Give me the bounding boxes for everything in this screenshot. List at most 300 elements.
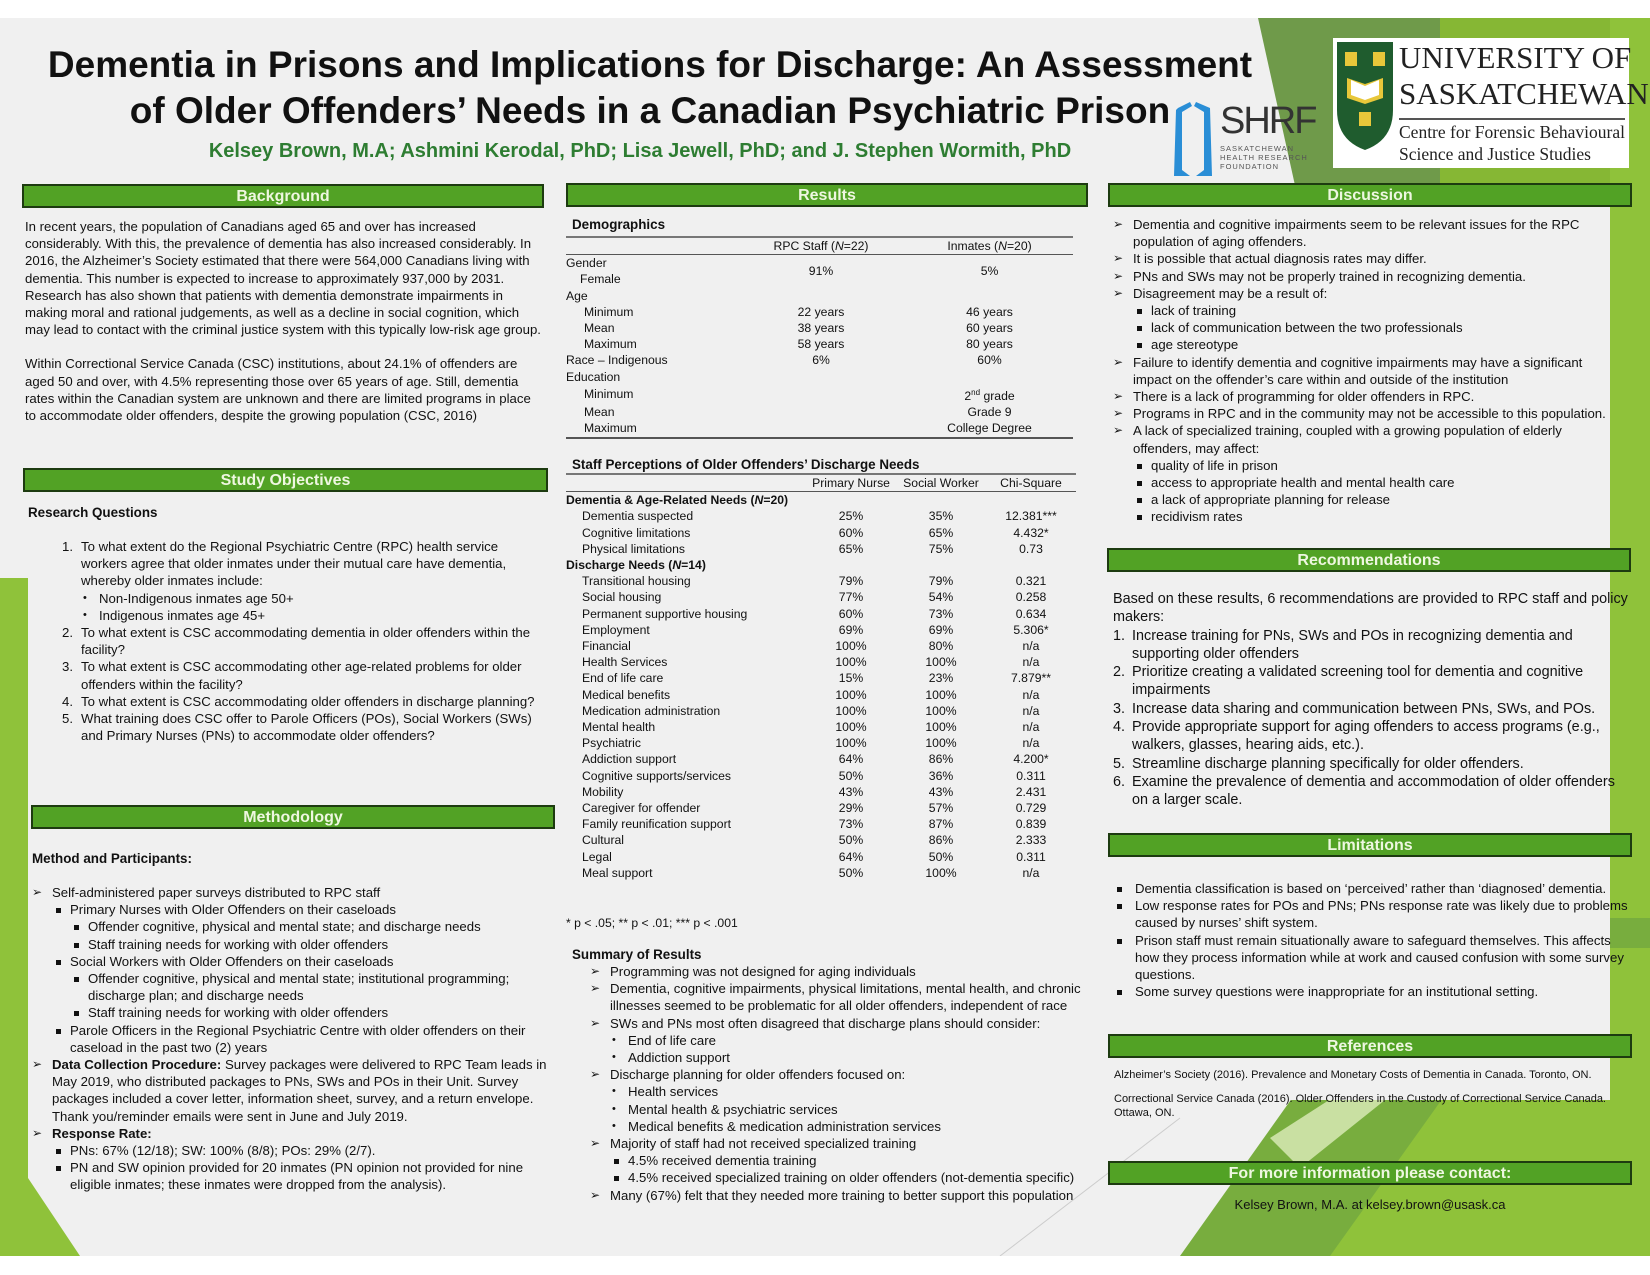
- research-question: [62, 710, 542, 744]
- discussion-heading: Discussion: [1108, 183, 1632, 207]
- recommendation-item: [1113, 700, 1628, 718]
- pn-items-list: [70, 918, 552, 952]
- cell-pn: 100%: [835, 687, 867, 702]
- list-item: ➢ Dementia, cognitive impairments, physical limitations, mental health, and chronic illnesses seemed to be problematic for all older offenders, independent of race: [590, 980, 1090, 1014]
- usask-name-2: SASKATCHEWAN: [1399, 76, 1649, 111]
- cell-pn: 64%: [838, 752, 864, 767]
- recommendation-text: Prioritize creating a validated screening tool for dementia and cognitive impairments: [1132, 664, 1584, 699]
- table-row: [566, 541, 1076, 557]
- question-text: To what extent is CSC accommodating dementia in older offenders within the facility?: [81, 625, 531, 658]
- usask-name-1: UNIVERSITY OF: [1399, 40, 1632, 75]
- list-item: Prison staff must remain situationally aware to safeguard themselves. This affects how they process information while at work and caused confusion with some survey questions.: [1113, 932, 1628, 984]
- empty-cell: [736, 369, 906, 385]
- cell-sw: 100%: [925, 703, 957, 718]
- usask-divider: [1399, 118, 1625, 120]
- recommendations-list: [1113, 627, 1628, 810]
- recommendation-number: 1.: [1113, 627, 1126, 644]
- recommendation-item: [1113, 718, 1628, 755]
- sublist: [610, 1083, 1090, 1135]
- group-discharge: [566, 557, 1076, 881]
- cell-pn: 100%: [835, 720, 867, 735]
- table-row: [566, 849, 1076, 865]
- sublist: [610, 1032, 1090, 1066]
- table-row: [566, 420, 1073, 437]
- cell-pn: 79%: [838, 574, 864, 589]
- recommendation-number: 5.: [1113, 755, 1126, 772]
- cell-chi: n/a: [1022, 687, 1040, 702]
- recommendation-text: Increase training for PNs, SWs and POs in recognizing dementia and supporting older offenders: [1132, 627, 1573, 662]
- cell-sw: 100%: [925, 736, 957, 751]
- dcp-text: Survey packages were delivered to RPC Team leads in May 2019, who distributed packages to PNs, SWs and POs in their Unit. Survey packages included a cover letter, information sheet, survey, and a return envelope. Thank you/reminder emails were sent in June and July 2019.: [52, 1057, 547, 1124]
- demographics-title: Demographics: [572, 217, 666, 232]
- row-label: Employment: [582, 622, 650, 637]
- list-item: Staff training needs for working with older offenders: [70, 936, 552, 953]
- row-label: Mobility: [582, 784, 624, 799]
- list-item: ➢ Failure to identify dementia and cognitive impairments may have a significant impact on the offender’s care within and outside of the institution: [1113, 354, 1623, 388]
- research-question: [62, 693, 542, 710]
- usask-centre-2: Science and Justice Studies: [1399, 144, 1591, 164]
- cell-pn: 60%: [838, 606, 864, 621]
- recommendation-text: Streamline discharge planning specifically for older offenders.: [1132, 755, 1524, 772]
- cell-pn: 65%: [838, 541, 864, 556]
- discussion-list: [1113, 216, 1623, 526]
- header-cell: [566, 237, 736, 255]
- table-row: [566, 369, 1073, 385]
- list-item: [590, 1015, 1090, 1067]
- row-label: Cultural: [582, 833, 624, 848]
- header-cell-chi: Chi-Square: [1000, 476, 1062, 490]
- table-row: [566, 573, 1076, 589]
- question-text: To what extent do the Regional Psychiatric Centre (RPC) health service workers agree that older inmates under their mutual care have dementia, whereby older inmates include:: [81, 539, 507, 589]
- authors: Kelsey Brown, M.A; Ashmini Kerodal, PhD; Lisa Jewell, PhD; and J. Stephen Wormith, PhD: [208, 140, 1072, 162]
- cell-pn: 15%: [838, 671, 864, 686]
- cell-value: Grade 9: [967, 405, 1012, 420]
- list-item: quality of life in prison: [1133, 457, 1623, 474]
- recommendation-item: [1113, 773, 1628, 810]
- summary-text: Discharge planning for older offenders focused on:: [610, 1067, 906, 1083]
- list-item: ➢ Programming was not designed for aging individuals: [590, 963, 1090, 980]
- cell-sw: 86%: [928, 752, 954, 767]
- cell-chi: 0.839: [1015, 817, 1047, 832]
- older-inmates-list: [81, 590, 542, 624]
- cell-sw: 100%: [925, 687, 957, 702]
- significance-footnote: * p < .05; ** p < .01; *** p < .001: [566, 916, 738, 930]
- list-item: [32, 1056, 552, 1125]
- row-label: Minimum: [584, 304, 634, 319]
- list-item: • Non-Indigenous inmates age 50+: [81, 590, 542, 607]
- recommendation-number: 2.: [1113, 664, 1126, 681]
- question-number: 2.: [62, 625, 73, 641]
- header-cell-sw: Social Worker: [903, 476, 979, 490]
- shrf-abbr: SHRF: [1220, 100, 1316, 142]
- discussion-text: A lack of specialized training, coupled with a growing population of elderly offenders, may affect:: [1133, 423, 1562, 456]
- row-label: Family reunification support: [582, 817, 732, 832]
- rr-label: Response Rate:: [52, 1125, 152, 1141]
- row-label: Education: [566, 369, 621, 384]
- research-question: [62, 538, 542, 624]
- background-paragraph-2: Within Correctional Service Canada (CSC) institutions, about 24.1% of offenders are aged 50 and over, with 4.5% representing those over 65 years of age. Still, dementia rates within the Canadian system are unknown and there are limited programs in place to accommodate older offenders, despite the growing population (CSC, 2016): [25, 356, 531, 424]
- cell-sw: 73%: [928, 606, 954, 621]
- recommendations-text: [1113, 590, 1628, 810]
- list-item: Low response rates for POs and PNs; PNs response rate was likely due to problems caused by nurses’ shift system.: [1113, 897, 1628, 931]
- cell-sw: 80%: [928, 639, 954, 654]
- list-item: recidivism rates: [1133, 508, 1623, 525]
- row-label: Race – Indigenous: [566, 353, 668, 368]
- cell-chi: 2.431: [1015, 784, 1047, 799]
- question-number: 3.: [62, 659, 73, 675]
- cell-pn: 69%: [838, 622, 864, 637]
- table-row: [566, 385, 1073, 404]
- row-label: Medication administration: [582, 703, 721, 718]
- row-label: Minimum: [584, 387, 634, 402]
- cell-chi: n/a: [1022, 720, 1040, 735]
- row-label: Social housing: [582, 590, 662, 605]
- list-item: age stereotype: [1133, 336, 1623, 353]
- group-text: Dementia & Age-Related Needs (: [566, 493, 755, 508]
- cell-chi: 5.306*: [1013, 622, 1049, 637]
- list-item: Offender cognitive, physical and mental state; and discharge needs: [70, 918, 552, 935]
- sw-text: Social Workers with Older Offenders on their caseloads: [70, 953, 394, 969]
- demographics-table: [566, 236, 1073, 439]
- edu-min-suffix: grade: [980, 388, 1015, 403]
- cell-pn: 60%: [838, 525, 864, 540]
- cell-value: College Degree: [947, 421, 1032, 436]
- edu-min-value: 2: [964, 388, 972, 403]
- contact-heading: For more information please contact:: [1108, 1161, 1632, 1185]
- table-header-row: [566, 237, 1073, 255]
- table-row: [566, 800, 1076, 816]
- group-header-row: [566, 492, 1076, 509]
- list-item: [590, 1066, 1090, 1135]
- cell-value: 22 years: [797, 304, 845, 319]
- methodology-list: [32, 884, 552, 1194]
- row-label: Psychiatric: [582, 736, 641, 751]
- list-item: lack of communication between the two professionals: [1133, 319, 1623, 336]
- cell-sw: 43%: [928, 784, 954, 799]
- cell-pn: 25%: [838, 509, 864, 524]
- list-item: PN and SW opinion provided for 20 inmates (PN opinion not provided for nine eligible inmates; these inmates were dropped from the analysis).: [52, 1159, 552, 1193]
- cell-sw: 23%: [928, 671, 954, 686]
- perceptions-title: Staff Perceptions of Older Offenders’ Discharge Needs: [572, 457, 920, 472]
- header-cell: [566, 474, 806, 492]
- row-label: Age: [566, 288, 588, 303]
- sublist: [1133, 302, 1623, 354]
- list-item: ➢ Programs in RPC and in the community may not be accessible to this population.: [1113, 405, 1623, 422]
- list-item: Offender cognitive, physical and mental state; institutional programming; discharge plan; and discharge needs: [70, 970, 552, 1004]
- question-number: 4.: [62, 693, 73, 709]
- cell-value: 58 years: [797, 337, 845, 352]
- list-item: 4.5% received dementia training: [610, 1152, 1090, 1169]
- header-cell-staff: [736, 237, 906, 255]
- list-item: Parole Officers in the Regional Psychiatric Centre with older offenders on their caseload in the past two (2) years: [52, 1022, 552, 1056]
- research-question: [62, 658, 542, 692]
- cell-sw: 86%: [928, 833, 954, 848]
- cell-sw: 65%: [928, 525, 954, 540]
- table-row: [566, 320, 1073, 336]
- cell-value: 60%: [977, 353, 1002, 368]
- cell-pn: 64%: [838, 849, 864, 864]
- empty-cell: [736, 404, 906, 420]
- methodology-heading: Methodology: [31, 805, 555, 829]
- row-label: Gender: [566, 256, 607, 271]
- list-item: ➢ There is a lack of programming for older offenders in RPC.: [1113, 388, 1623, 405]
- table-row: [566, 508, 1076, 524]
- cell-sw: 57%: [928, 801, 954, 816]
- cell-value: 60 years: [966, 321, 1013, 336]
- list-item: • Health services: [610, 1083, 1090, 1100]
- list-item: [1113, 285, 1623, 354]
- table-row: [566, 404, 1073, 420]
- question-text: What training does CSC offer to Parole Officers (POs), Social Workers (SWs) and Primary Nurses (PNs) to accommodate older offenders?: [81, 711, 532, 744]
- row-label: Mean: [584, 321, 615, 336]
- row-label: Financial: [582, 639, 631, 654]
- list-item: • Mental health & psychiatric services: [610, 1101, 1090, 1118]
- cell-pn: 100%: [835, 703, 867, 718]
- recommendation-text: Examine the prevalence of dementia and accommodation of older offenders on a larger scale.: [1132, 773, 1615, 809]
- row-label: Female: [580, 272, 621, 287]
- cell-pn: 100%: [835, 655, 867, 670]
- row-label: Medical benefits: [582, 687, 671, 702]
- cell-chi: 4.432*: [1013, 525, 1049, 540]
- list-item: [32, 884, 552, 1056]
- cell-chi: 7.879**: [1011, 671, 1051, 686]
- row-label: Permanent supportive housing: [582, 606, 748, 621]
- cell-chi: 0.311: [1016, 768, 1046, 783]
- header-cell-pn: Primary Nurse: [812, 476, 890, 490]
- cell-pn: 77%: [838, 590, 864, 605]
- group-n: N: [672, 558, 682, 573]
- research-question: [62, 624, 542, 658]
- cell-chi: 12.381***: [1005, 509, 1057, 524]
- cell-chi: n/a: [1022, 736, 1040, 751]
- cell-sw: 79%: [928, 574, 954, 589]
- recommendation-item: [1113, 755, 1628, 773]
- list-item: [590, 1135, 1090, 1187]
- col-text: =22): [843, 239, 869, 253]
- row-label: Meal support: [582, 865, 653, 880]
- sw-items-list: [70, 970, 552, 1022]
- table-row: [566, 768, 1076, 784]
- cell-value: 91%: [808, 264, 834, 279]
- cell-chi: 0.634: [1015, 606, 1047, 621]
- edu-min-sup: nd: [971, 387, 981, 397]
- cell-value: 80 years: [966, 337, 1013, 352]
- shrf-line-3: FOUNDATION: [1220, 162, 1280, 171]
- cell-chi: n/a: [1022, 703, 1040, 718]
- table-row: [566, 336, 1073, 352]
- summary-text: SWs and PNs most often disagreed that discharge plans should consider:: [610, 1015, 1041, 1031]
- cell-value: [906, 385, 1073, 404]
- row-label: Addiction support: [582, 752, 677, 767]
- list-item: ➢ PNs and SWs may not be properly trained in recognizing dementia.: [1113, 268, 1623, 285]
- group-label: [566, 557, 1076, 573]
- row-label: Cognitive supports/services: [582, 768, 732, 783]
- row-label: End of life care: [582, 671, 664, 686]
- shrf-name: [1220, 144, 1308, 171]
- discussion-text: Disagreement may be a result of:: [1133, 285, 1328, 301]
- cell-sw: 100%: [925, 655, 957, 670]
- limitations-list: [1113, 880, 1628, 1000]
- empty-cell: [736, 420, 906, 437]
- summary-text: Majority of staff had not received specialized training: [610, 1136, 917, 1152]
- table-row: [566, 589, 1076, 605]
- cell-chi: 4.200*: [1013, 752, 1049, 767]
- group-label: [566, 492, 1076, 509]
- row-label: Mean: [584, 405, 615, 420]
- usask-crest-icon: [1335, 40, 1395, 152]
- cell-pn: 100%: [835, 639, 867, 654]
- table-row: [566, 751, 1076, 767]
- table-row: [566, 525, 1076, 541]
- group-n: N: [754, 493, 764, 508]
- question-text: To what extent is CSC accommodating older offenders in discharge planning?: [81, 693, 535, 709]
- row-label: Transitional housing: [582, 574, 691, 589]
- group-dementia: [566, 492, 1076, 557]
- poster: [0, 18, 1650, 1256]
- shrf-line-1: SASKATCHEWAN: [1220, 144, 1295, 153]
- table-row: [566, 255, 1073, 272]
- table-row: [566, 816, 1076, 832]
- list-item: access to appropriate health and mental health care: [1133, 474, 1623, 491]
- list-item: ➢ Dementia and cognitive impairments seem to be relevant issues for the RPC population of aging offenders.: [1113, 216, 1623, 250]
- table-row: [566, 288, 1073, 304]
- list-item: Some survey questions were inappropriate for an institutional setting.: [1113, 983, 1628, 1000]
- empty-cell: [736, 288, 906, 304]
- list-item: ➢ It is possible that actual diagnosis rates may differ.: [1113, 250, 1623, 267]
- cell-value: 38 years: [797, 321, 845, 336]
- table-row: [566, 784, 1076, 800]
- row-label: Maximum: [584, 337, 637, 352]
- question-number: 5.: [62, 711, 73, 727]
- shrf-line-2: HEALTH RESEARCH: [1220, 153, 1308, 162]
- sublist: [610, 1152, 1090, 1186]
- method-participants-subtitle: Method and Participants:: [32, 851, 192, 866]
- list-item: lack of training: [1133, 302, 1623, 319]
- cell-sw: 75%: [928, 541, 954, 556]
- recommendation-item: [1113, 627, 1628, 664]
- empty-cell: [906, 369, 1073, 385]
- table-row: [566, 352, 1073, 368]
- cell-sw: 100%: [925, 865, 957, 880]
- cell-chi: n/a: [1022, 639, 1040, 654]
- shrf-logo: [1170, 100, 1330, 190]
- response-rate-list: [52, 1142, 552, 1194]
- background-text: [25, 218, 545, 424]
- list-item: • Medical benefits & medication administration services: [610, 1118, 1090, 1135]
- table-row: [566, 304, 1073, 320]
- reference-item: Correctional Service Canada (2016). Older Offenders in the Custody of Correctional Service Canada. Ottawa, ON.: [1114, 1093, 1606, 1119]
- title-line-2: of Older Offenders’ Needs in a Canadian Psychiatric Prison: [129, 90, 1171, 131]
- limitations-heading: Limitations: [1108, 833, 1632, 857]
- list-item: [52, 953, 552, 1022]
- cell-pn: 50%: [838, 833, 864, 848]
- cell-chi: n/a: [1022, 655, 1040, 670]
- background-heading: Background: [22, 184, 544, 208]
- summary-title: Summary of Results: [572, 947, 702, 962]
- list-item: Dementia classification is based on ‘perceived’ rather than ‘diagnosed’ dementia.: [1113, 880, 1628, 897]
- staff-groups-list: [52, 901, 552, 1056]
- research-questions-list: [62, 538, 542, 744]
- perceptions-table: [566, 473, 1076, 881]
- list-item: PNs: 67% (12/18); SW: 100% (8/8); POs: 29% (2/7).: [52, 1142, 552, 1159]
- cell-sw: 54%: [928, 590, 954, 605]
- list-item: [32, 1125, 552, 1194]
- list-item: ➢ Many (67%) felt that they needed more training to better support this population: [590, 1187, 1090, 1204]
- table-row: [566, 832, 1076, 848]
- cell-value: 46 years: [966, 304, 1013, 319]
- list-item: • Indigenous inmates age 45+: [81, 607, 542, 624]
- list-item: Staff training needs for working with older offenders: [70, 1004, 552, 1021]
- cell-pn: 29%: [838, 801, 864, 816]
- reference-item: Alzheimer’s Society (2016). Prevalence and Monetary Costs of Dementia in Canada. Toronto, ON.: [1114, 1069, 1592, 1081]
- background-paragraph-1: In recent years, the population of Canadians aged 65 and over has increased considerably. With this, the prevalence of dementia has also increased considerably. In 2016, the Alzheimer’s Society estimated that there were 564,000 Canadians living with dementia. This number is expected to increase to approximately 937,000 by 2031. Research has also shown that patients with dementia demonstrate impairments in making moral and rational judgements, as well as a decline in social cognition, which may lead to contact with the criminal justice system with this typically low-risk age group.: [25, 219, 541, 338]
- pn-text: Primary Nurses with Older Offenders on their caseloads: [70, 902, 396, 918]
- group-text: =14): [681, 558, 706, 573]
- recommendation-number: 4.: [1113, 719, 1126, 736]
- sublist: [1133, 457, 1623, 526]
- table-row: [566, 622, 1076, 638]
- table-row: [566, 654, 1076, 670]
- contact-text: Kelsey Brown, M.A. at kelsey.brown@usask.ca: [1234, 1197, 1506, 1212]
- results-heading: Results: [566, 183, 1088, 207]
- cell-chi: 0.729: [1015, 801, 1047, 816]
- references-heading: References: [1108, 1034, 1632, 1058]
- list-item: [1113, 422, 1623, 525]
- col-n: N: [998, 239, 1007, 253]
- study-objectives-heading: Study Objectives: [23, 468, 548, 492]
- cell-chi: 0.321: [1015, 574, 1047, 589]
- table-row: [566, 638, 1076, 654]
- recommendation-text: Provide appropriate support for aging offenders to access programs (e.g., walkers, glasses, hearing aids, etc.).: [1132, 719, 1600, 754]
- dcp-label: Data Collection Procedure:: [52, 1057, 222, 1073]
- cell-sw: 36%: [928, 768, 954, 783]
- list-item: • Addiction support: [610, 1049, 1090, 1066]
- row-label: Health Services: [582, 655, 668, 670]
- list-item: [52, 901, 552, 953]
- recommendation-number: 6.: [1113, 773, 1126, 790]
- title-line-1: Dementia in Prisons and Implications for Discharge: An Assessment: [47, 44, 1253, 85]
- list-item: a lack of appropriate planning for release: [1133, 491, 1623, 508]
- group-text: =20): [763, 493, 789, 508]
- cell-chi: 0.73: [1019, 541, 1043, 556]
- list-item: 4.5% received specialized training on older offenders (not-dementia specific): [610, 1169, 1090, 1186]
- cell-pn: 73%: [838, 817, 864, 832]
- col-text: =20): [1006, 239, 1032, 253]
- list-item: • End of life care: [610, 1032, 1090, 1049]
- cell-chi: 2.333: [1015, 833, 1047, 848]
- cell-chi: 0.258: [1015, 590, 1047, 605]
- poster-title: [20, 42, 1280, 134]
- usask-logo: [1333, 38, 1649, 168]
- references-list: [1114, 1068, 1624, 1120]
- empty-cell: [906, 288, 1073, 304]
- question-text: To what extent is CSC accommodating other age-related problems for older offenders within the facility?: [81, 659, 522, 692]
- question-number: 1.: [62, 539, 73, 554]
- table-header-row: [566, 474, 1076, 492]
- cell-sw: 69%: [928, 622, 954, 637]
- col-n: N: [834, 239, 844, 253]
- recommendation-item: [1113, 663, 1628, 700]
- row-label: Legal: [582, 849, 612, 864]
- empty-cell: [736, 385, 906, 404]
- cell-pn: 100%: [835, 736, 867, 751]
- cell-sw: 87%: [928, 817, 954, 832]
- cell-sw: 35%: [928, 509, 954, 524]
- recommendation-text: Increase data sharing and communication between PNs, SWs, and POs.: [1132, 700, 1596, 717]
- research-questions-subtitle: Research Questions: [28, 505, 158, 520]
- cell-pn: 43%: [838, 784, 864, 799]
- col-text: RPC Staff (: [773, 239, 835, 253]
